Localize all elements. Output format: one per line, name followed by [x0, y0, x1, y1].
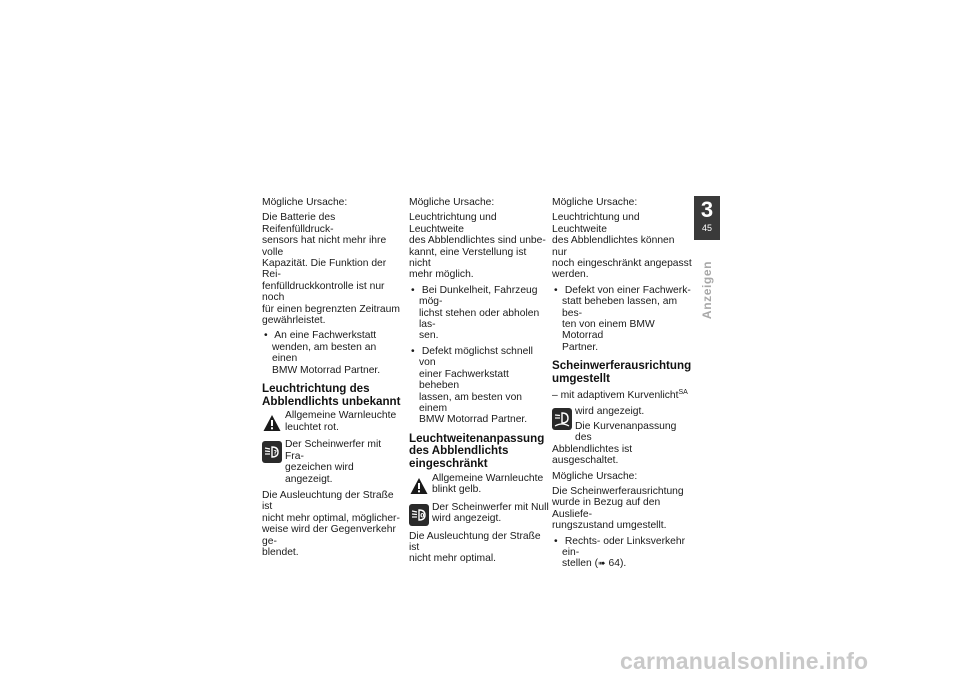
- section-heading: Leuchtrichtung des Abblendlichts unbekannt: [262, 382, 401, 408]
- headlamp-zero-icon: [409, 504, 429, 526]
- indicator-headlamp: [262, 439, 402, 485]
- headlamp-question-icon: [262, 441, 282, 463]
- paragraph: Die Ausleuchtung der Straße ist nicht mehr optimal, möglicher- weise wird der Gegenverkehr ge- blendet.: [262, 489, 400, 558]
- section-heading: Leuchtweitenanpassung des Abblendlichts eingeschränkt: [409, 431, 545, 470]
- indicator-text: Allgemeine Warnleuchte leuchtet rot.: [285, 410, 397, 433]
- warning-triangle-icon: [409, 475, 429, 497]
- bullet-item: • Defekt möglichst schnell von einer Fachwerkstatt beheben lassen, am besten von einem BMW Motorrad Partner.: [409, 346, 549, 426]
- indicator-text: wird angezeigt.: [575, 405, 645, 417]
- side-section-label: [700, 244, 714, 336]
- page-ref-arrow-icon: ➠: [598, 558, 606, 569]
- cause-label: Mögliche Ursache:: [552, 470, 638, 482]
- paragraph: Die Kurvenanpassung des: [575, 420, 677, 444]
- paragraph: Die Scheinwerferausrichtung wurde in Bezug auf den Ausliefe- rungszustand umgestellt.: [552, 485, 684, 532]
- column-3: [552, 197, 692, 574]
- cause-label: Mögliche Ursache:: [552, 197, 638, 208]
- indicator-warning: [262, 410, 402, 434]
- indicator-text: Allgemeine Warnleuchte blinkt gelb.: [432, 472, 544, 495]
- chapter-number: 3: [700, 197, 714, 222]
- column-2: [409, 197, 549, 569]
- section-heading: Scheinwerferausrichtung umgestellt: [552, 359, 692, 385]
- paragraph: Leuchtrichtung und Leuchtweite des Abblendlichtes können nur noch eingeschränkt angepasst werden.: [552, 212, 692, 281]
- bullet-item: • An eine Fachwerkstatt wenden, am besten an einen BMW Motorrad Partner.: [262, 330, 402, 376]
- chapter-tab: [694, 196, 720, 240]
- indicator-warning: [409, 473, 549, 497]
- watermark: carmanualsonline.info: [620, 648, 869, 674]
- indicator-text: Der Scheinwerfer mit Null wird angezeigt.: [432, 501, 549, 524]
- bullet-item: • Bei Dunkelheit, Fahrzeug mög- lichst stehen oder abholen las- sen.: [409, 285, 549, 342]
- option-note: – mit adaptivem Kurvenlicht$^{SA}$: [552, 389, 688, 402]
- warning-triangle-icon: [262, 412, 282, 434]
- paragraph: Die Batterie des Reifenfülldruck- sensors hat nicht mehr ihre volle Kapazität. Die Funktion der Rei- fenfülldruckkontrolle ist nur noch für einen begrenzten Zeitraum gewährleistet.: [262, 212, 400, 327]
- svg-text:?: ?: [273, 449, 277, 457]
- sa-superscript: SA: [678, 389, 688, 397]
- page-ref-link[interactable]: 64: [608, 558, 620, 570]
- indicator-headlamp: [409, 502, 549, 526]
- paragraph: Abblendlichtes ist ausgeschaltet.: [552, 443, 633, 467]
- indicator-text: Der Scheinwerfer mit Fra- gezeichen wird angezeigt.: [285, 439, 382, 485]
- curve-light-icon: [552, 408, 572, 430]
- section-name: Anzeigen: [700, 260, 714, 320]
- paragraph: Leuchtrichtung und Leuchtweite des Abblendlichtes sind unbe- kannt, eine Verstellung ist nicht mehr möglich.: [409, 212, 546, 281]
- bullet-item: • Defekt von einer Fachwerk- statt beheben lassen, am bes- ten von einem BMW Motorrad Partner.: [552, 285, 692, 353]
- cause-label: Mögliche Ursache:: [262, 197, 348, 208]
- svg-text:0: 0: [420, 512, 425, 519]
- dash-mark: –: [552, 390, 561, 402]
- paragraph: Die Ausleuchtung der Straße ist nicht mehr optimal.: [409, 530, 541, 565]
- cause-label: Mögliche Ursache:: [409, 197, 495, 208]
- page-number: 45: [701, 223, 712, 233]
- bullet-item: • Rechts- oder Linksverkehr ein- stellen (➠ 64).: [552, 536, 692, 570]
- column-1: [262, 197, 402, 562]
